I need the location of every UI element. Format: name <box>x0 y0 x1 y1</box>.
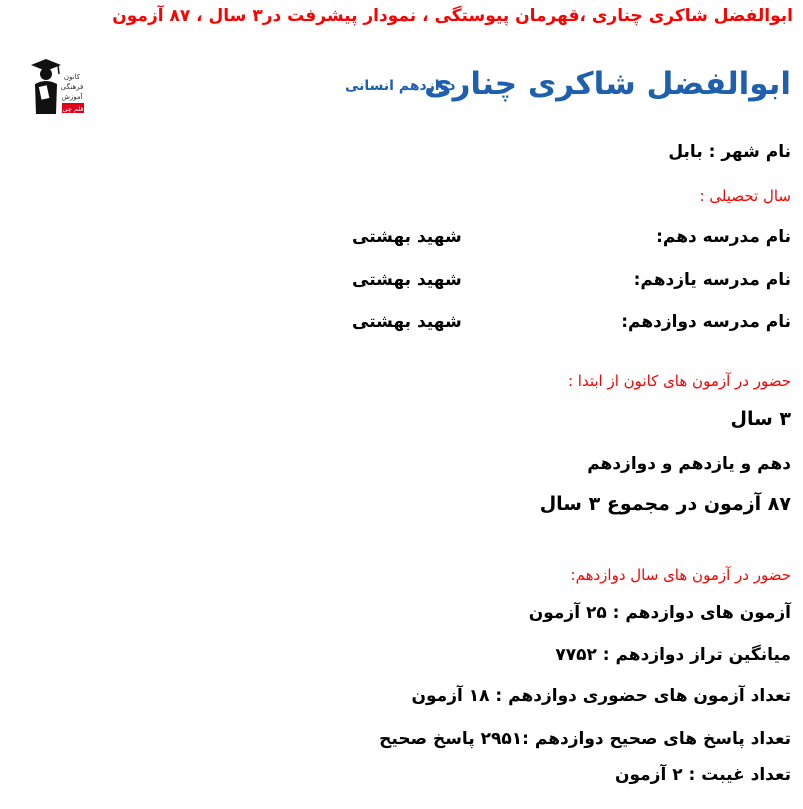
city: نام شهر : بابل <box>668 142 791 162</box>
school-10-label: نام مدرسه دهم: <box>656 227 791 247</box>
academic-year-label: سال تحصیلی : <box>699 187 791 205</box>
since-start-total: ۸۷ آزمون در مجموع ۳ سال <box>539 493 791 515</box>
grade12-heading: حضور در آزمون های سال دوازدهم: <box>570 566 791 584</box>
school-11-label: نام مدرسه یازدهم: <box>633 270 791 290</box>
page-headline: ابوالفضل شاکری چناری ،قهرمان پیوستگی ، نمودار پیشرفت در۳ سال ، ۸۷ آزمون <box>112 6 793 26</box>
grade12-avg-score: میانگین تراز دوازدهم : ۷۷۵۲ <box>555 645 791 665</box>
school-12-label: نام مدرسه دوازدهم: <box>621 312 791 332</box>
school-11-value: شهید بهشتی <box>352 270 462 290</box>
student-field: دوازدهم انسانی <box>345 78 456 94</box>
grade12-exams: آزمون های دوازدهم : ۲۵ آزمون <box>528 603 791 623</box>
since-start-heading: حضور در آزمون های کانون از ابتدا : <box>567 372 791 390</box>
logo-line-2: فرهنگی <box>60 83 84 91</box>
student-name: ابوالفضل شاکری چناری <box>424 66 791 102</box>
school-10-value: شهید بهشتی <box>352 227 462 247</box>
since-start-years: ۳ سال <box>730 408 791 430</box>
logo-badge: قلم چی <box>62 105 84 113</box>
grade12-in-person: تعداد آزمون های حضوری دوازدهم : ۱۸ آزمون <box>411 686 791 706</box>
grade12-correct-answers: تعداد پاسخ های صحیح دوازدهم :۲۹۵۱ پاسخ صحیح <box>379 729 791 749</box>
logo-line-1: کانون <box>63 73 81 81</box>
grade12-absences: تعداد غیبت : ۲ آزمون <box>614 765 791 785</box>
since-start-grades: دهم و یازدهم و دوازدهم <box>587 454 791 474</box>
school-12-value: شهید بهشتی <box>352 312 462 332</box>
logo-line-3: آموزش <box>61 93 83 101</box>
